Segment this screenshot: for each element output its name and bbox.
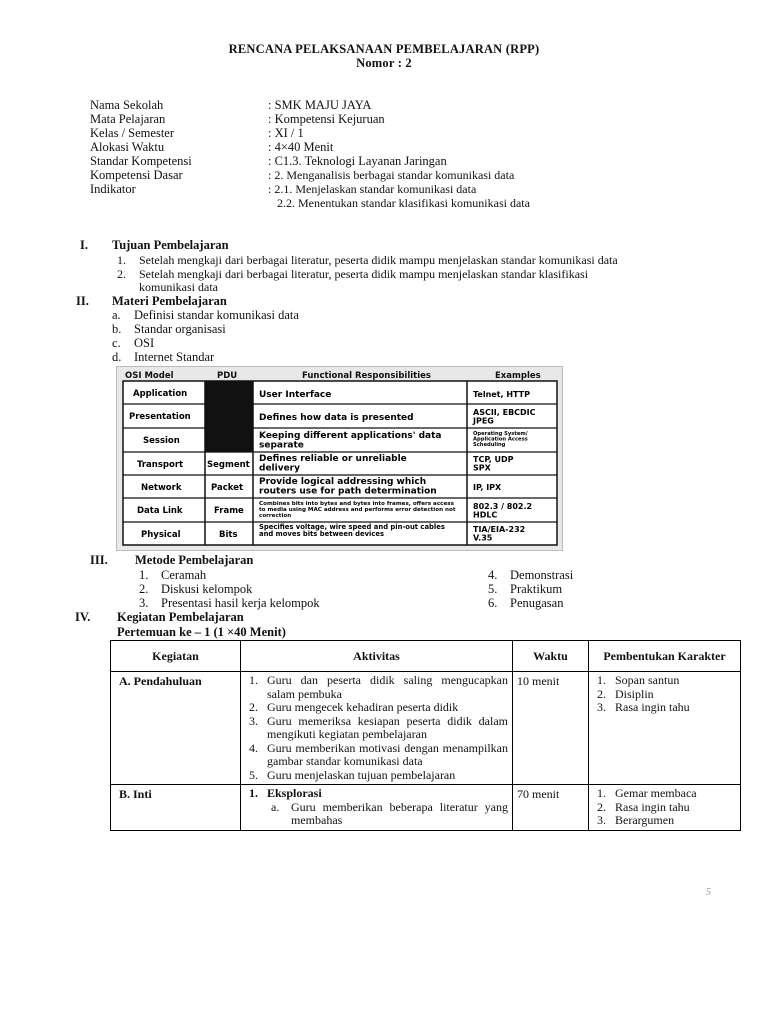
list-item: 3. Rasa ingin tahu [597, 700, 690, 714]
osi-model-figure [116, 366, 563, 551]
list-item: 2. Disiplin [597, 686, 654, 701]
osi-func: User Interface [259, 390, 332, 400]
section-title: Materi Pembelajaran [112, 294, 227, 308]
osi-layer: Application [133, 389, 188, 399]
table-cell: A. Pendahuluan [111, 672, 241, 785]
character-list [593, 787, 736, 828]
list-item: 1. Gemar membaca [597, 786, 697, 800]
osi-example: Operating System/ Application Access Scheduling [473, 431, 528, 448]
activity-list [245, 787, 508, 828]
osi-pdu: Bits [219, 530, 238, 540]
document-number: Nomor : 2 [356, 56, 412, 70]
column-header: Waktu [513, 641, 589, 672]
meeting-title: Pertemuan ke – 1 (1 ×40 Menit) [117, 625, 286, 639]
osi-func: Defines how data is presented [259, 413, 414, 423]
activity-table [110, 640, 741, 831]
list-item: 3. Berargumen [597, 813, 675, 827]
osi-pdu: Packet [211, 483, 244, 493]
section-number: I. [80, 238, 88, 252]
section-number: IV. [75, 610, 91, 624]
list-item: 4. Guru memberikan motivasi dengan menampilkan gambar standar komunikasi data [249, 740, 508, 768]
table-cell [241, 785, 513, 831]
section-number: III. [90, 553, 108, 567]
osi-layer: Presentation [129, 412, 191, 422]
osi-layer: Transport [137, 460, 184, 470]
osi-func: Defines reliable or unreliable delivery [259, 454, 407, 474]
table-row [111, 672, 741, 785]
osi-func: Keeping different applications' data separate [259, 431, 442, 451]
osi-func: Provide logical addressing which routers use for path determination [259, 477, 437, 497]
osi-func: Specifies voltage, wire speed and pin-out cables and moves bits between devices [259, 523, 445, 539]
section-title: Tujuan Pembelajaran [112, 238, 229, 252]
table-cell [589, 672, 741, 785]
column-header: Aktivitas [241, 641, 513, 672]
list-item: 1. Guru dan peserta didik saling mengucapkan salam pembuka [249, 673, 508, 701]
table-header-row [111, 641, 741, 672]
osi-example: Telnet, HTTP [473, 390, 530, 399]
osi-header: OSI Model [125, 371, 174, 381]
osi-example: 802.3 / 802.2 HDLC [473, 502, 533, 520]
section-title: Metode Pembelajaran [135, 553, 254, 567]
osi-layer: Physical [141, 530, 181, 540]
osi-layer: Session [143, 436, 180, 446]
osi-example: ASCII, EBCDIC JPEG [473, 408, 536, 426]
osi-example: TCP, UDP SPX [473, 455, 514, 473]
osi-func: Combines bits into bytes and bytes into frames, offers access to media using MAC address and performs error detection not correction [259, 501, 456, 519]
list-item: 2. Guru mengecek kehadiran peserta didik [249, 700, 459, 714]
section-title: Kegiatan Pembelajaran [117, 610, 244, 624]
table-cell [589, 785, 741, 831]
list-item: 3. Guru memeriksa kesiapan peserta didik dalam mengikuti kegiatan pembelajaran [249, 713, 508, 741]
osi-header: PDU [217, 371, 238, 381]
table-cell: 10 menit [513, 672, 589, 785]
column-header: Pembentukan Karakter [589, 641, 741, 672]
osi-layer: Data Link [137, 506, 183, 516]
osi-model-table [117, 367, 562, 550]
osi-header: Functional Responsibilities [302, 371, 431, 381]
page-number: 5 [706, 887, 711, 898]
table-cell: B. Inti [111, 785, 241, 831]
table-cell: 70 menit [513, 785, 589, 831]
table-cell [241, 672, 513, 785]
list-item: 1. Eksplorasi [249, 786, 322, 800]
osi-header: Examples [495, 371, 541, 381]
table-row [111, 785, 741, 831]
section-number: II. [76, 294, 89, 308]
list-item: a. Guru memberikan beberapa literatur yang membahas [271, 799, 508, 827]
document-title: RENCANA PELAKSANAAN PEMBELAJARAN (RPP) [228, 42, 540, 56]
osi-example: IP, IPX [473, 483, 502, 492]
osi-pdu: Frame [214, 506, 244, 516]
list-item: 5. Guru menjelaskan tujuan pembelajaran [249, 767, 456, 782]
character-list [593, 674, 736, 715]
osi-example: TIA/EIA-232 V.35 [473, 525, 526, 543]
column-header: Kegiatan [111, 641, 241, 672]
list-item: 1. Sopan santun [597, 673, 680, 687]
activity-list [245, 674, 508, 782]
osi-pdu: Segment [207, 460, 250, 470]
list-item: 2. Rasa ingin tahu [597, 799, 690, 814]
osi-layer: Network [141, 483, 182, 493]
